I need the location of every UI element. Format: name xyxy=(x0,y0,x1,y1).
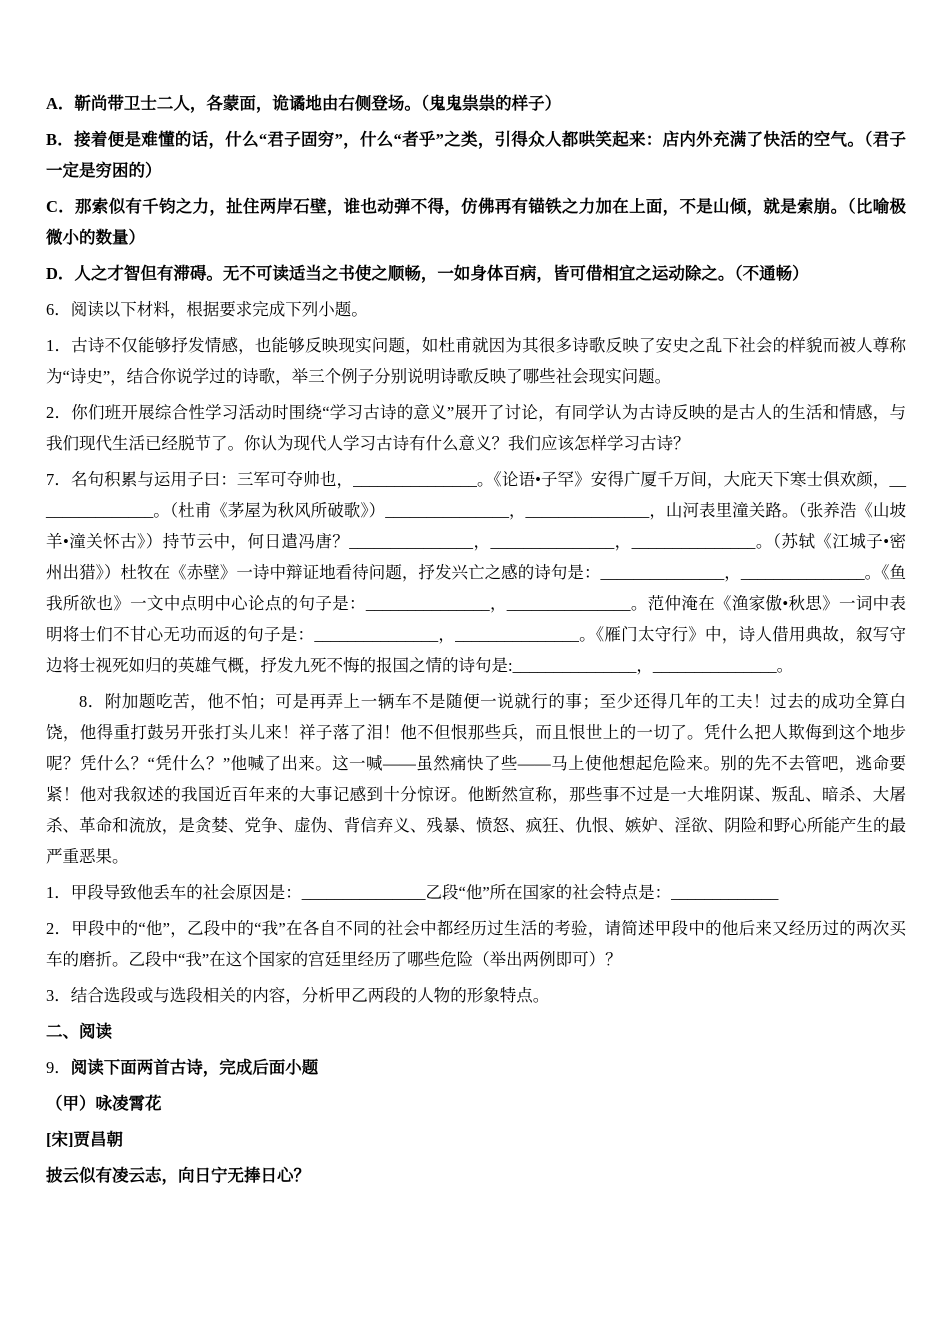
poem-jia-line-1: 披云似有凌云志，向日宁无捧日心？ xyxy=(46,1166,310,1185)
question-6-sub-2: 2．你们班开展综合性学习活动时围绕“学习古诗的意义”展开了讨论，有同学认为古诗反映的是古人的生活和情感，与我们现代生活已经脱节了。你认为现代人学习古诗有什么意义？我们应该怎样学习古诗？ xyxy=(46,403,906,453)
question-9-instruction: 阅读下面两首古诗，完成后面小题 xyxy=(70,1058,319,1077)
poem-jia-title: （甲）咏凌霄花 xyxy=(46,1094,162,1113)
question-8-sub-1: 1．甲段导致他丢车的社会原因是：_______________乙段“他”所在国家的社会特点是：_____________ xyxy=(46,883,779,902)
question-6-stem: 6．阅读以下材料，根据要求完成下列小题。 xyxy=(46,300,368,319)
question-8-sub-3: 3．结合选段或与选段相关的内容，分析甲乙两段的人物的形象特点。 xyxy=(46,986,550,1005)
option-a: A．靳尚带卫士二人，各蒙面，诡谲地由右侧登场。（鬼鬼祟祟的样子） xyxy=(46,94,562,113)
option-c: C．那索似有千钧之力，扯住两岸石壁，谁也动弹不得，仿佛再有锚铁之力加在上面，不是山倾，就是索崩。（比喻极微小的数量） xyxy=(46,197,906,247)
question-9-stem xyxy=(46,1052,906,1083)
question-6-sub-1: 1．古诗不仅能够抒发情感，也能够反映现实问题，如杜甫就因为其很多诗歌反映了安史之乱下社会的样貌而被人尊称为“诗史”，结合你说学过的诗歌，举三个例子分别说明诗歌反映了哪些社会现实问题。 xyxy=(46,336,906,386)
option-b: B．接着便是难懂的话，什么“君子固穷”，什么“者乎”之类，引得众人都哄笑起来：店内外充满了快活的空气。（君子一定是穷困的） xyxy=(46,130,906,180)
section-2-heading: 二、阅读 xyxy=(46,1022,112,1041)
question-8-sub-2: 2．甲段中的“他”，乙段中的“我”在各自不同的社会中都经历过生活的考验，请简述甲段中的他后来又经历过的两次买车的磨折。乙段中“我”在这个国家的宫廷里经历了哪些危险（举出两例即可）？ xyxy=(46,919,906,969)
question-7-fill-in-blanks: 7．名句积累与运用子曰：三军可夺帅也，_______________。《论语•子罕》安得广厦千万间，大庇天下寒士俱欢颜，_______________。（杜甫《茅屋为秋风所破歌》）_______________，_______________，山河表里潼关路。（张养浩《山坡羊•潼关怀古》）持节云中，何日遣冯唐？_______________，_______________，_______________。（苏轼《江城子•密州出猎》）杜牧在《赤壁》一诗中辩证地看待问题，抒发兴亡之感的诗句是：_______________，_______________。《鱼我所欲也》一文中点明中心论点的句子是：_______________，_______________。范仲淹在《渔家傲•秋思》一词中表明将士们不甘心无功而返的句子是：_______________，_______________。《雁门太守行》中，诗人借用典故，叙写守边将士视死如归的英雄气概，抒发九死不悔的报国之情的诗句是:_______________，_______________。 xyxy=(46,470,906,675)
option-d: D．人之才智但有滞碍。无不可读适当之书使之顺畅，一如身体百病，皆可借相宜之运动除之。（不通畅） xyxy=(46,264,809,283)
poem-jia-author: [宋]贾昌朝 xyxy=(46,1130,123,1149)
question-9-number: 9． xyxy=(46,1058,71,1077)
question-8-passage: 8．附加题吃苦，他不怕；可是再弄上一辆车不是随便一说就行的事；至少还得几年的工夫！过去的成功全算白饶，他得重打鼓另开张打头儿来！祥子落了泪！他不但恨那些兵，而且恨世上的一切了。凭什么把人欺侮到这个地步呢？凭什么？“凭什么？”他喊了出来。这一喊——虽然痛快了些——马上使他想起危险来。别的先不去管吧，逃命要紧！他对我叙述的我国近百年来的大事记感到十分惊讶。他断然宣称，那些事不过是一大堆阴谋、叛乱、暗杀、大屠杀、革命和流放，是贪婪、党争、虚伪、背信弃义、残暴、愤怒、疯狂、仇恨、嫉妒、淫欲、阴险和野心所能产生的最严重恶果。 xyxy=(46,692,906,866)
